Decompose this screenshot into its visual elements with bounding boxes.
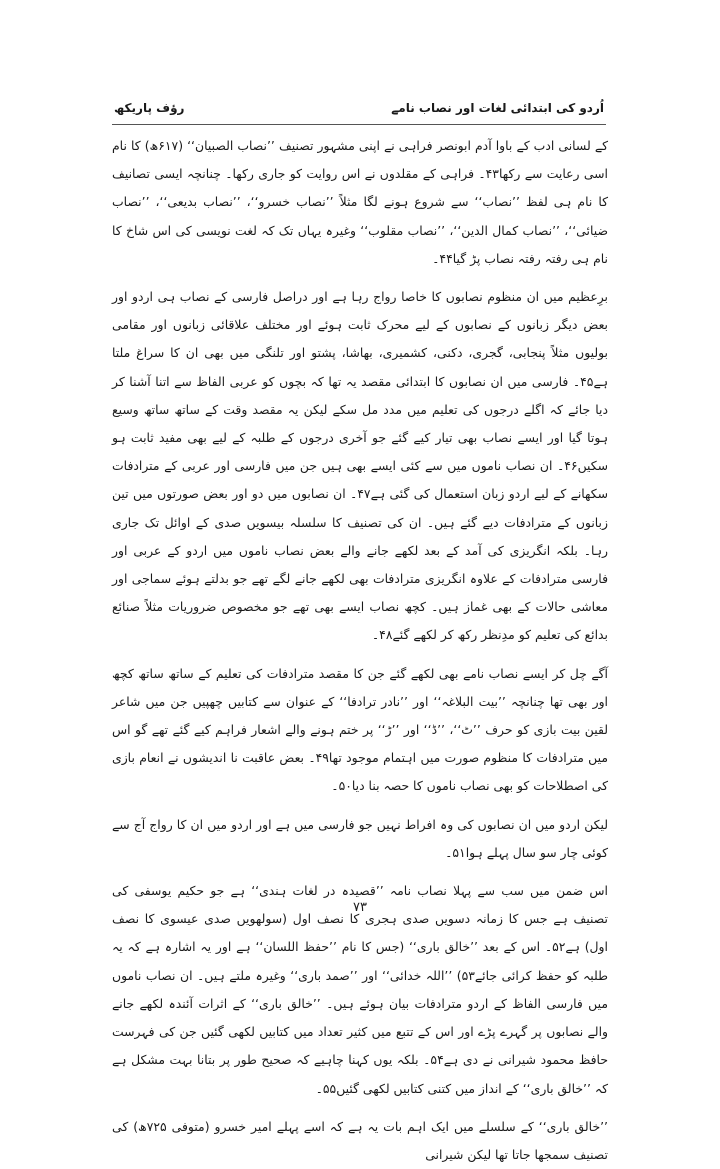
- running-author: رؤف پاریکھ: [114, 101, 185, 115]
- paragraph: برِعظیم میں ان منظوم نصابوں کا خاصا رواج رہا ہے اور دراصل فارسی کے نصاب ہی اردو اور بعض دیگر زبانوں کے نصابوں کے لیے محرک ثابت ہوئے اور مختلف علاقائی زبانوں اور مقامی بولیوں مثلاً پنجابی، گجری، دکنی، کشمیری، بھاشا، پشتو اور تلنگی میں بھی ان کا سراغ ملتا ہے۴۵۔ فارسی میں ان نصابوں کا ابتدائی مقصد یہ تھا کہ بچوں کو عربی الفاظ سے اتنا آشنا کر دیا جائے کہ اگلے درجوں کی تعلیم میں مدد مل سکے لیکن یہ مقصد وقت کے ساتھ ساتھ وسیع ہوتا گیا اور ایسے نصاب بھی تیار کیے گئے جو آخری درجوں کے طلبہ کے لیے بھی مفید ثابت ہو سکیں۴۶۔ ان نصاب ناموں میں سے کئی ایسے بھی ہیں جن میں فارسی اور عربی کے مترادفات سکھانے کے لیے اردو زبان استعمال کی گئی ہے۴۷۔ ان نصابوں میں دو اور بعض صورتوں میں تین زبانوں کے مترادفات دیے گئے ہیں۔ ان کی تصنیف کا سلسلہ بیسویں صدی کے اوائل تک جاری رہا۔ بلکہ انگریزی کی آمد کے بعد لکھے جانے والے بعض نصاب ناموں میں اردو کے عربی اور فارسی مترادفات کے علاوہ انگریزی مترادفات بھی لکھے جانے لگے تھے جو بدلتے ہوئے سماجی اور معاشی حالات کے بھی غماز ہیں۔ کچھ نصاب ایسے بھی تھے جو مخصوص ضروریات مثلاً صنائع بدائع کی تعلیم کو مدِنظر رکھ کر لکھے گئے۴۸۔: [112, 289, 608, 643]
- paragraph: اس ضمن میں سب سے پہلا نصاب نامہ ’’قصیدہ در لغات ہندی‘‘ ہے جو حکیم یوسفی کی تصنیف ہے جس کا زمانہ دسویں صدی ہجری کا نصف اول (سولھویں صدی عیسوی کا نصف اول) ہے۵۲۔ اس کے بعد ’’خالق باری‘‘ (جس کا نام ’’حفظ اللسان‘‘ ہے اور یہ اشارہ ہے کہ یہ طلبہ کو حفظ کرائی جائے۵۳) ’’اللہ خدائی‘‘ اور ’’صمد باری‘‘ وغیرہ ملتے ہیں۔ ان نصاب ناموں میں فارسی الفاظ کے اردو مترادفات بیان ہوئے ہیں۔ ’’خالق باری‘‘ کے اثرات آئندہ لکھے جانے والے نصابوں پر گہرے پڑے اور اس کے تتبع میں کثیر تعداد میں کتابیں لکھی گئیں جن کی فہرست حافظ محمود شیرانی نے دی ہے۵۴۔ بلکہ یوں کہنا چاہیے کہ صحیح طور پر بتانا بہت مشکل ہے کہ ’’خالق باری‘‘ کے انداز میں کتنی کتابیں لکھی گئیں۵۵۔: [112, 883, 608, 1096]
- running-header: [114, 101, 604, 121]
- paragraph: آگے چل کر ایسے نصاب نامے بھی لکھے گئے جن کا مقصد مترادفات کی تعلیم کے ساتھ ساتھ کچھ اور بھی تھا چنانچہ ’’بیت البلاغہ‘‘ اور ’’نادر ترادفا‘‘ کے عنوان سے کتابیں چھپیں جن میں شاعر لقین بیت بازی کو حرف ’’ٹ‘‘، ’’ڈ‘‘ اور ’’ڑ‘‘ پر ختم ہونے والے اشعار فراہم کیے گئے تھے گو اس میں مترادفات کا منظوم صورت میں اہتمام موجود تھا۴۹۔ بعض عاقبت نا اندیشوں نے انعام بازی کی اصطلاحات کو بھی نصاب ناموں کا حصہ بنا دیا۵۰۔: [112, 665, 608, 794]
- header-rule: [112, 124, 606, 125]
- paragraph: کے لسانی ادب کے باوا آدم ابونصر فراہی نے اپنی مشہور تصنیف ’’نصاب الصبیان‘‘ (۶۱۷ھ) کا نام اسی رعایت سے رکھا۴۳۔ فراہی کے مقلدوں نے اس روایت کو جاری رکھا۔ چنانچہ ایسی تصانیف کا نام ہی لفظ ’’نصاب‘‘ سے شروع ہونے لگا مثلاً ’’نصاب خسرو‘‘، ’’نصاب بدیعی‘‘، ’’نصاب ضیائی‘‘، ’’نصاب کمال الدین‘‘، ’’نصاب مقلوب‘‘ وغیرہ یہاں تک کہ لغت نویسی کی اس شاخ کا نام ہی رفتہ رفتہ نصاب پڑ گیا۴۴۔: [112, 138, 608, 266]
- running-title: اُردو کی ابتدائی لغات اور نصاب نامے: [391, 101, 604, 115]
- paragraph: لیکن اردو میں ان نصابوں کی وہ افراط نہیں جو فارسی میں ہے اور اردو میں ان کا رواج آج سے کوئی چار سو سال پہلے ہوا۵۱۔: [112, 816, 608, 860]
- paragraph: ’’خالق باری‘‘ کے سلسلے میں ایک اہم بات یہ ہے کہ اسے پہلے امیر خسرو (متوفی ۷۲۵ھ) کی تصنیف سمجھا جاتا تھا لیکن شیرانی: [112, 1118, 608, 1162]
- page-number: ۷۳: [353, 900, 367, 915]
